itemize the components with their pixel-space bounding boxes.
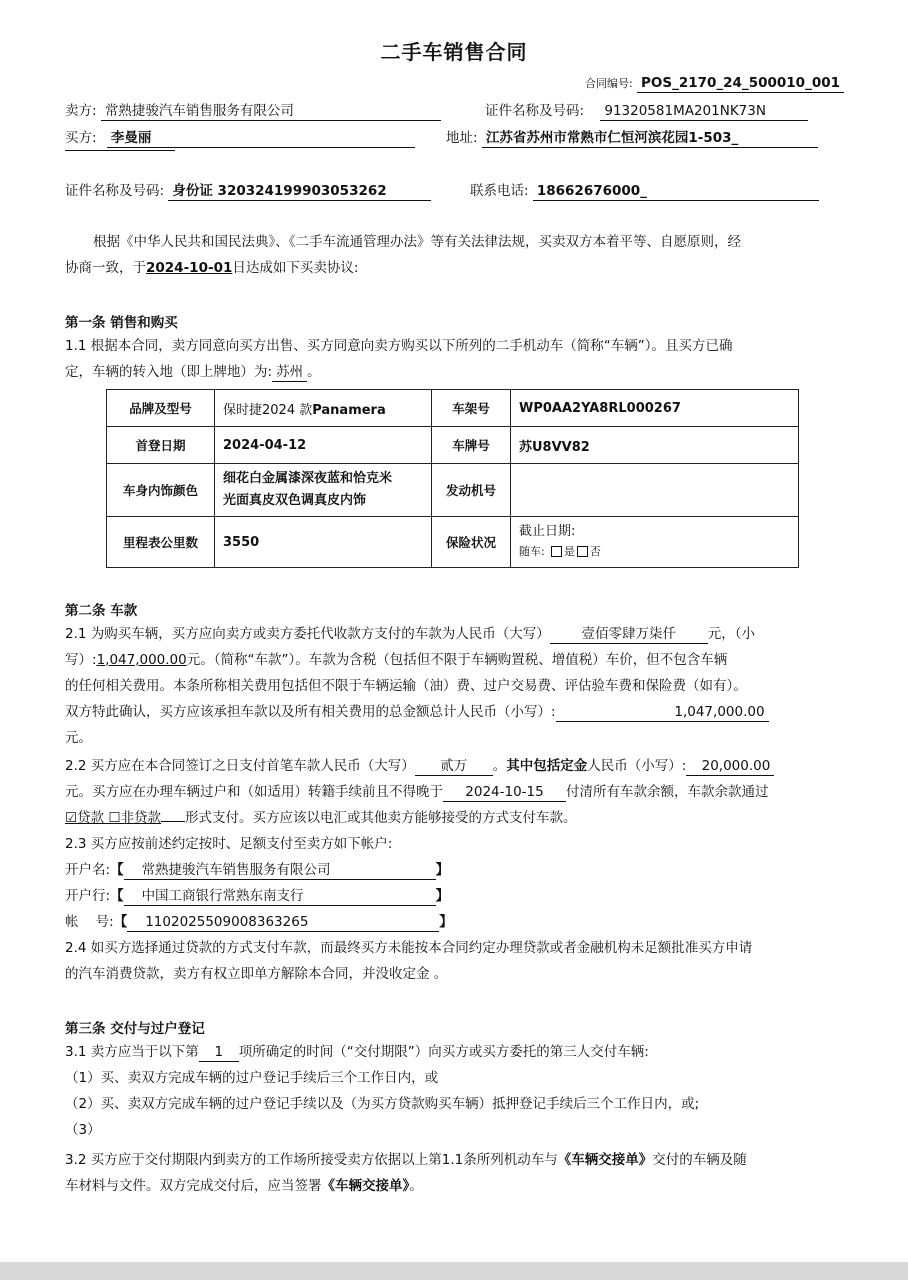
seller-row xyxy=(65,99,441,121)
seller-id-value: 91320581MA201NK73N xyxy=(600,102,808,121)
vin-label: 车架号 xyxy=(432,390,511,427)
article-2-1-d: 元。（简称“车款”）。车款为含税（包括但不限于车辆购置税、增值税）车价，但不包含车辆 xyxy=(186,652,728,668)
vehicle-table xyxy=(106,389,799,568)
deposit-amount: 20,000.00 xyxy=(686,757,774,776)
account-number: 1102025509008363265 xyxy=(127,913,439,932)
article-2-1-a: 2.1 为购买车辆，买方应向卖方或卖方委托代收款方支付的车款为人民币（大写） xyxy=(65,626,550,642)
article-3-2-d: 。 xyxy=(409,1178,423,1194)
phone-row xyxy=(470,179,819,201)
insurance-with-label: 随车: xyxy=(519,545,545,558)
delivery-option-3: （3） xyxy=(65,1122,101,1138)
intro-line-1: 根据《中华人民共和国民法典》、《二手车流通管理办法》等有关法律法规，买卖双方本着平等、自愿原则，经 xyxy=(93,234,741,250)
account-number-label: 帐 号: xyxy=(65,914,114,930)
address-label: 地址: xyxy=(446,130,478,146)
article-3-2-c: 车材料与文件。双方完成交付后，应当签署 xyxy=(65,1178,322,1194)
color-label: 车身内饰颜色 xyxy=(107,464,215,517)
seller-id-row xyxy=(485,99,808,121)
reg-date-value: 2024-04-12 xyxy=(215,427,432,464)
article-1-1 xyxy=(65,333,845,385)
color-value xyxy=(215,464,432,517)
buyer-name: 李曼丽 xyxy=(107,129,415,148)
insurance-no-label: 否 xyxy=(589,545,601,558)
article-2-title: 第二条 车款 xyxy=(65,603,138,619)
article-3-2-a: 3.2 买方应于交付期限内到卖方的工作场所接受卖方依据以上第1.1条所列机动车与 xyxy=(65,1152,558,1168)
seller-name: 常熟捷骏汽车销售服务有限公司 xyxy=(101,102,441,121)
bracket-right: 】 xyxy=(439,914,453,930)
table-row xyxy=(107,390,799,427)
vin-value: WP0AA2YA8RL000267 xyxy=(511,390,799,427)
insurance-no-checkbox xyxy=(577,546,588,557)
brand-label: 品牌及型号 xyxy=(107,390,215,427)
article-3-1-b: 项所确定的时间（“交付期限”）向买方或买方委托的第三人交付车辆: xyxy=(238,1044,649,1060)
table-row xyxy=(107,517,799,568)
handover-form-ref-2: 《车辆交接单》 xyxy=(321,1178,410,1194)
article-3-1-a: 3.1 卖方应当于以下第 xyxy=(65,1044,199,1060)
bracket-right: 】 xyxy=(435,862,450,878)
article-3-1 xyxy=(65,1039,845,1143)
delivery-option-number: 1 xyxy=(199,1043,239,1062)
mileage-value: 3550 xyxy=(215,517,432,568)
article-1-title: 第一条 销售和购买 xyxy=(65,315,178,331)
address-value: 江苏省苏州市常熟市仁恒河滨花园1-503_ xyxy=(482,129,818,148)
article-2-1-e: 的任何相关费用。本条所称相关费用包括但不限于车辆运输（油）费、过户交易费、评估验车费和保险费（如有）。 xyxy=(65,678,747,694)
article-2-2-f: 形式支付。买方应该以电汇或其他卖方能够接受的方式支付车款。 xyxy=(185,810,577,826)
address-row xyxy=(446,126,818,148)
plate-value: 苏U8VV82 xyxy=(511,427,799,464)
account-bank-label: 开户行: xyxy=(65,888,111,904)
intro-line-2b: 日达成如下买卖协议: xyxy=(232,260,359,276)
article-2-1 xyxy=(65,621,845,751)
article-2-4-b: 的汽车消费贷款，卖方有权立即单方解除本合同，并没收定金 。 xyxy=(65,966,448,982)
brand-value xyxy=(215,390,432,427)
buyer-label: 买方: xyxy=(65,130,97,146)
account-name-label: 开户名: xyxy=(65,862,111,878)
article-2-2-a: 2.2 买方应在本合同签订之日支付首笔车款人民币（大写） xyxy=(65,758,415,774)
article-2-2-c: 人民币（小写）: xyxy=(587,758,687,774)
engine-value xyxy=(511,464,799,517)
article-3-title: 第三条 交付与过户登记 xyxy=(65,1021,205,1037)
seller-id-label: 证件名称及号码: xyxy=(485,103,585,119)
insurance-value xyxy=(511,517,799,568)
payment-method: ☑贷款 ☐非贷款 xyxy=(65,810,161,826)
intro-paragraph xyxy=(65,229,845,281)
contract-title: 二手车销售合同 xyxy=(380,40,528,64)
account-bank: 中国工商银行常熟东南支行 xyxy=(124,887,436,906)
bracket-left: 【 xyxy=(113,914,128,930)
buyer-row xyxy=(65,126,415,148)
article-2-4 xyxy=(65,935,845,987)
article-3-2-b: 交付的车辆及随 xyxy=(652,1152,747,1168)
brand-value-a: 保时捷2024 款 xyxy=(223,402,313,418)
registration-place: 苏州 xyxy=(272,363,307,382)
balance-due-date: 2024-10-15 xyxy=(443,783,566,802)
total-amount: 1,047,000.00 xyxy=(556,703,769,722)
article-1-1-line-a: 1.1 根据本合同，卖方同意向买方出售、买方同意向卖方购买以下所列的二手机动车（简称“车辆”）。且买方已确 xyxy=(65,338,733,354)
article-2-1-c: 写）: xyxy=(65,652,97,668)
bracket-left: 【 xyxy=(110,862,124,878)
contract-number-label: 合同编号: xyxy=(584,77,633,90)
intro-line-2a: 协商一致，于 xyxy=(65,260,146,276)
insurance-yes-checkbox xyxy=(551,546,562,557)
bracket-left: 【 xyxy=(110,888,124,904)
contract-number xyxy=(585,74,844,93)
handover-form-ref: 《车辆交接单》 xyxy=(557,1152,653,1168)
mileage-label: 里程表公里数 xyxy=(107,517,215,568)
address-continuation-line xyxy=(65,150,175,151)
article-2-3-text: 2.3 买方应按前述约定按时、足额支付至卖方如下帐户: xyxy=(65,836,393,852)
seller-label: 卖方: xyxy=(65,103,97,119)
price-upper: 壹佰零肆万柒仟 xyxy=(550,625,708,644)
article-1-1-line-c: 。 xyxy=(307,364,321,380)
phone-label: 联系电话: xyxy=(470,183,529,199)
price-lower: 1,047,000.00 xyxy=(96,652,187,668)
delivery-option-1: （1）买、卖双方完成车辆的过户登记手续后三个工作日内，或 xyxy=(65,1070,439,1086)
insurance-yes-label: 是 xyxy=(563,545,575,558)
reg-date-label: 首登日期 xyxy=(107,427,215,464)
article-2-1-f: 双方特此确认，买方应该承担车款以及所有相关费用的总金额总计人民币（小写）: xyxy=(65,704,556,720)
contract-number-value: POS_2170_24_500010_001 xyxy=(637,74,844,93)
payment-method-underline xyxy=(161,821,185,822)
table-row xyxy=(107,427,799,464)
first-payment-upper: 贰万 xyxy=(415,757,493,776)
article-3-2 xyxy=(65,1147,845,1199)
article-2-3 xyxy=(65,831,845,935)
agreement-date: 2024-10-01 xyxy=(146,260,233,276)
plate-label: 车牌号 xyxy=(432,427,511,464)
article-2-2-b: 。 xyxy=(492,758,507,774)
account-name: 常熟捷骏汽车销售服务有限公司 xyxy=(124,861,436,880)
insurance-label: 保险状况 xyxy=(432,517,511,568)
bracket-right: 】 xyxy=(435,888,450,904)
delivery-option-2: （2）买、卖双方完成车辆的过户登记手续以及（为买方贷款购买车辆）抵押登记手续后三个工作日内，或; xyxy=(65,1096,700,1112)
article-2-2-d: 元。买方应在办理车辆过户和（如适用）转籍手续前且不得晚于 xyxy=(65,784,443,800)
deposit-included-label: 其中包括定金 xyxy=(506,758,588,774)
phone-value: 18662676000_ xyxy=(533,182,819,201)
page-bottom-bar xyxy=(0,1262,908,1280)
table-row xyxy=(107,464,799,517)
buyer-id-row xyxy=(65,179,431,201)
buyer-id-label: 证件名称及号码: xyxy=(65,183,165,199)
insurance-deadline: 截止日期: xyxy=(519,524,576,539)
article-2-4-a: 2.4 如买方选择通过贷款的方式支付车款，而最终买方未能按本合同约定办理贷款或者金融机构未足额批准买方申请 xyxy=(65,940,753,956)
color-value-line-2: 光面真皮双色调真皮内饰 xyxy=(223,493,367,508)
color-value-line-1: 细花白金属漆深夜蓝和恰克米 xyxy=(223,471,393,486)
article-2-1-b: 元，（小 xyxy=(707,626,756,642)
brand-value-b: Panamera xyxy=(312,402,386,418)
article-1-1-line-b: 定，车辆的转入地（即上牌地）为: xyxy=(65,364,273,380)
article-2-2-e: 付清所有车款余额，车款余款通过 xyxy=(566,784,769,800)
article-2-1-g: 元。 xyxy=(65,730,92,746)
buyer-id-value: 身份证 320324199903053262 xyxy=(168,182,431,201)
engine-label: 发动机号 xyxy=(432,464,511,517)
article-2-2 xyxy=(65,753,845,831)
